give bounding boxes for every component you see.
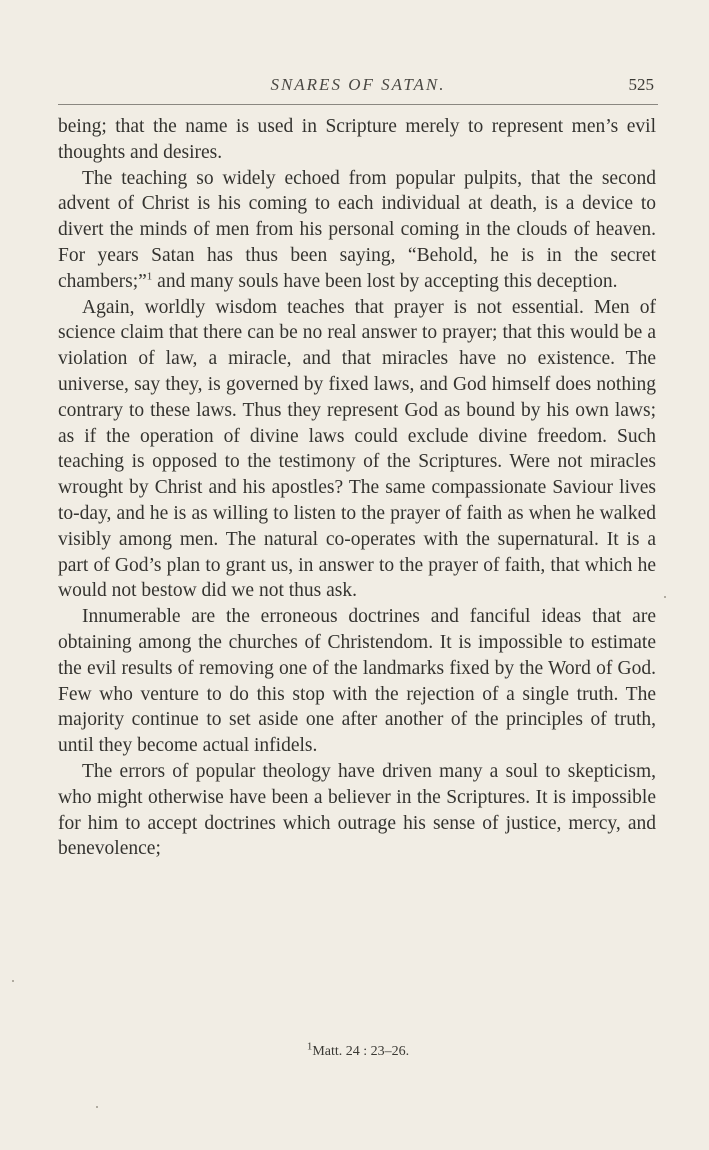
paper-speck xyxy=(96,1106,98,1108)
paragraph-2-text-b: and many souls have been lost by accepting this deception. xyxy=(152,270,618,292)
footnote-text: Matt. 24 : 23–26. xyxy=(312,1044,410,1059)
paper-speck xyxy=(664,596,666,598)
paragraph-2-text-a: The teaching so widely echoed from popular pulpits, that the second advent of Christ is his coming to each individual at death, is a device to divert the minds of men from his personal coming in the clouds of heaven. For years Satan has thus been saying, “Behold, he is in the secret chambers;” xyxy=(58,167,656,292)
paper-speck xyxy=(12,980,14,982)
body-text xyxy=(58,114,656,862)
paragraph-1: being; that the name is used in Scripture merely to represent men’s evil thoughts and desires. xyxy=(58,116,656,163)
paragraph-2 xyxy=(58,166,656,295)
paragraph-3: Again, worldly wisdom teaches that prayer is not essential. Men of science claim that there can be no real answer to prayer; that this would be a violation of law, a miracle, and that miracles have no existence. The universe, say they, is governed by fixed laws, and God himself does nothing contrary to these laws. Thus they represent God as bound by his own laws; as if the operation of divine laws could exclude divine freedom. Such teaching is opposed to the testimony of the Scriptures. Were not miracles wrought by Christ and his apostles? The same compassionate Saviour lives to-day, and he is as willing to listen to the prayer of faith as when he walked visibly among men. The natural co-operates with the supernatural. It is a part of God’s plan to grant us, in answer to the prayer of faith, that which he would not bestow did we not thus ask. xyxy=(58,296,656,602)
paragraph-5: The errors of popular theology have driven many a soul to skepticism, who might otherwise have been a believer in the Scriptures. It is impossible for him to accept doctrines which outrage his sense of justice, mercy, and benevolence; xyxy=(58,760,656,860)
header-rule xyxy=(58,104,658,105)
footnote xyxy=(58,1040,658,1060)
running-title: SNARES OF SATAN. xyxy=(270,75,446,94)
page-number: 525 xyxy=(628,75,654,94)
footnote-reference: 1 xyxy=(146,270,153,283)
paragraph-4: Innumerable are the erroneous doctrines and fanciful ideas that are obtaining among the churches of Christendom. It is impossible to estimate the evil results of removing one of the landmarks fixed by the Word of God. Few who venture to do this stop with the rejection of a single truth. The majority continue to set aside one after another of the principles of truth, until they become actual infidels. xyxy=(58,606,656,757)
running-head xyxy=(58,75,658,99)
footnote-marker: 1 xyxy=(306,1040,313,1053)
